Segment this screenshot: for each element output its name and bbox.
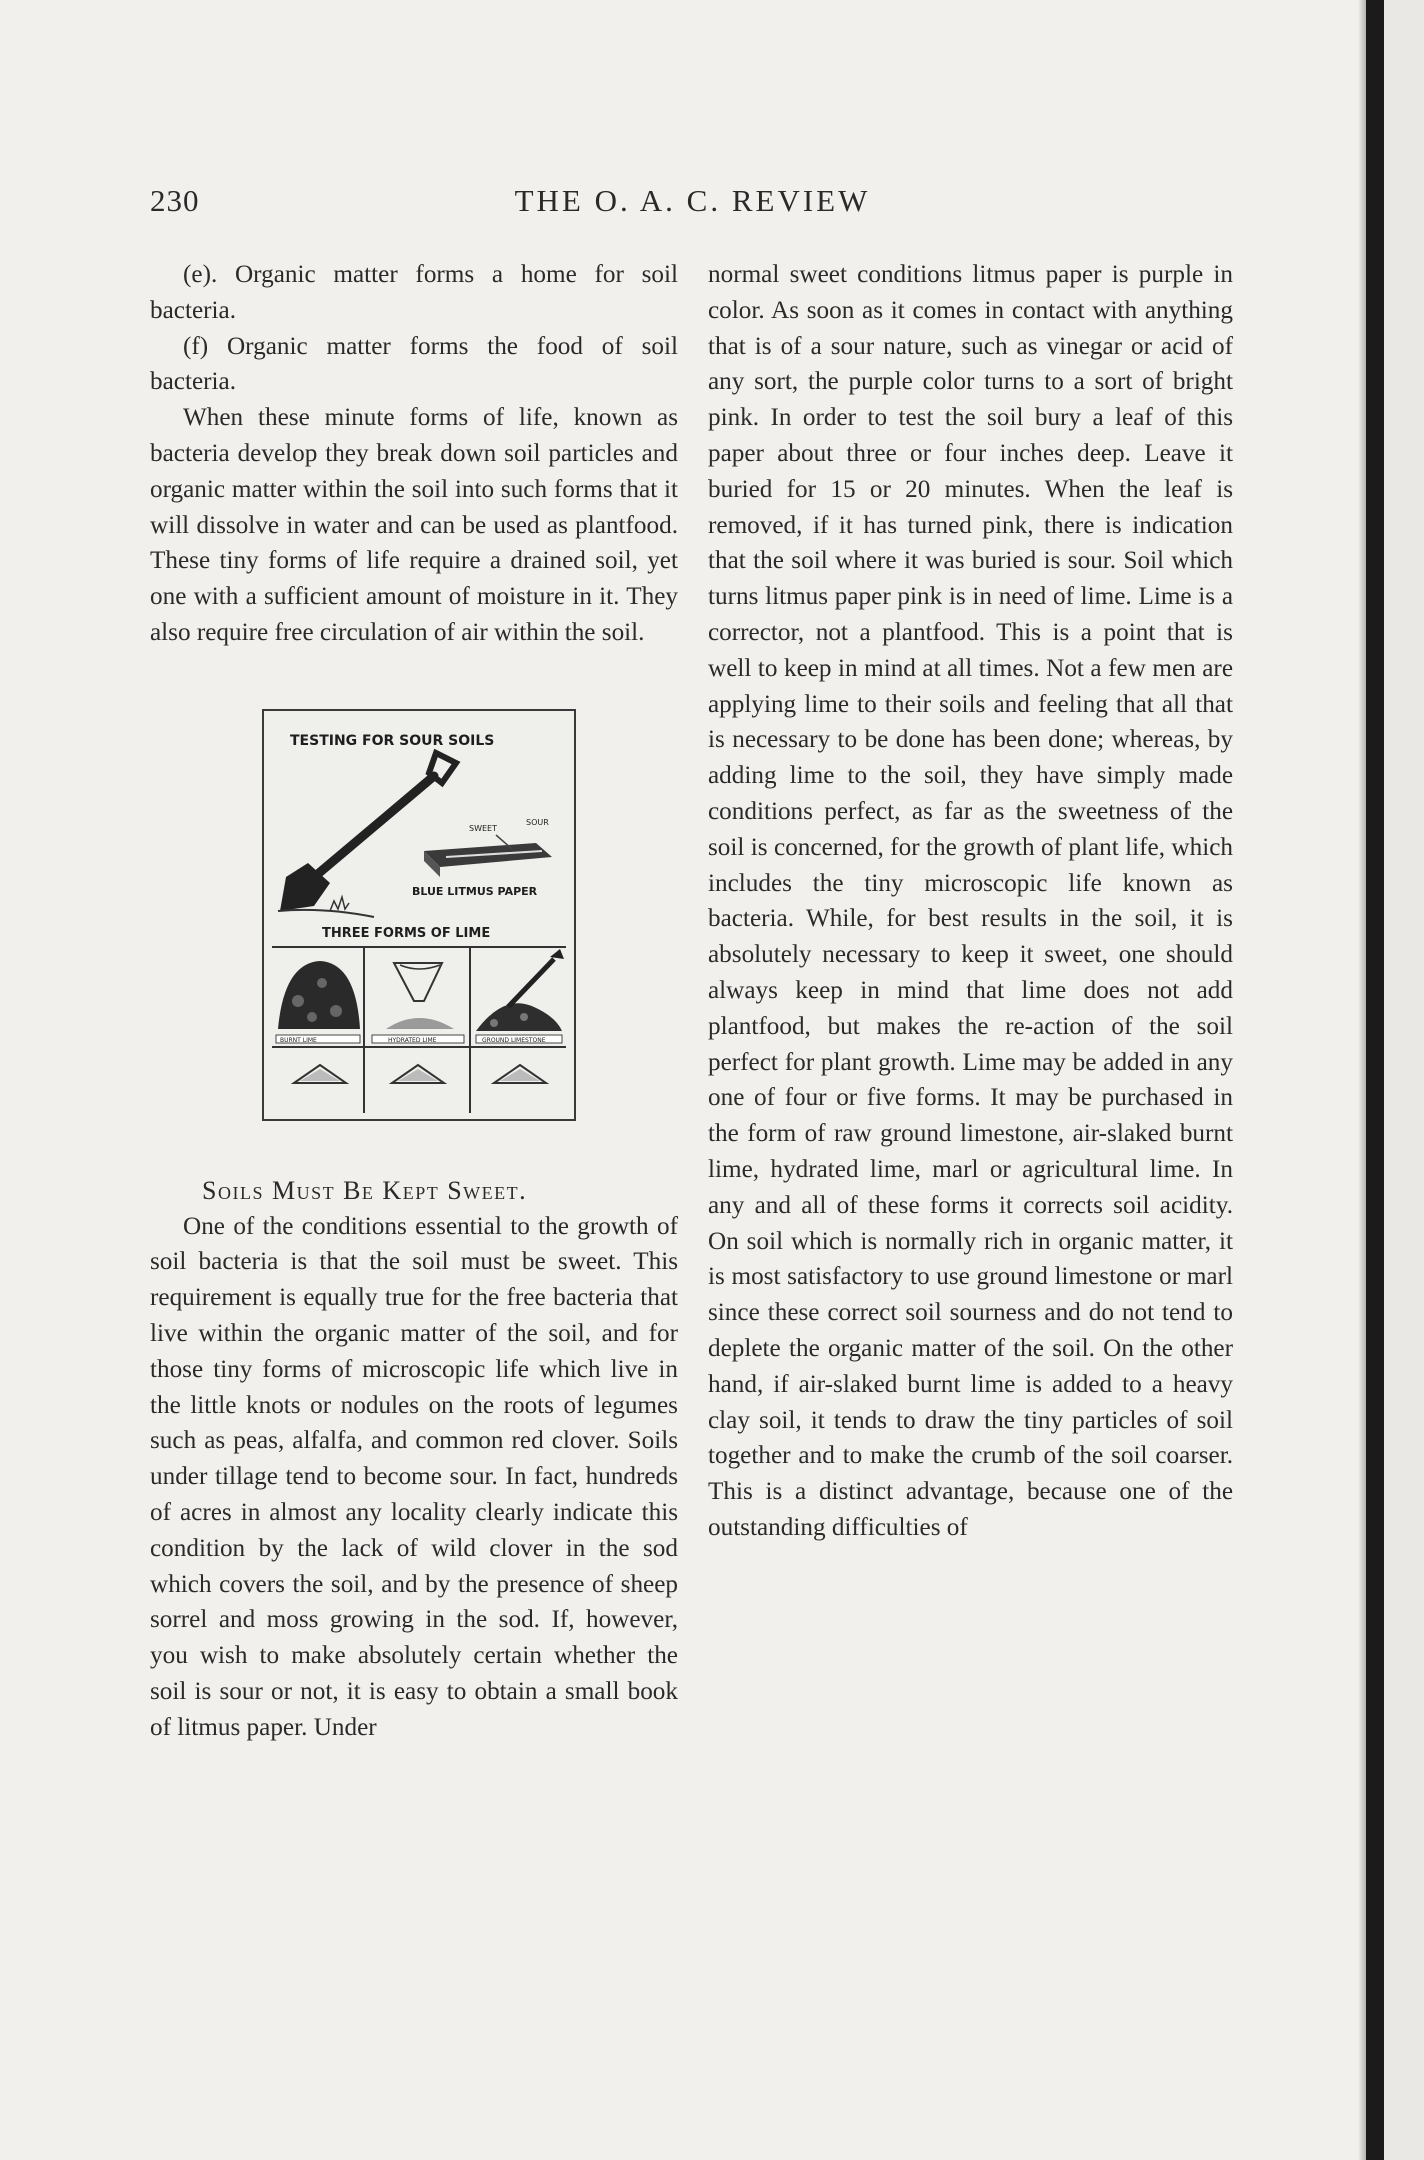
- ground-limestone-icon: [476, 949, 564, 1031]
- burnt-lime-label: BURNT LIME: [280, 1036, 317, 1044]
- illustration-drawing: [264, 711, 574, 1119]
- running-head: THE O. A. C. REVIEW: [514, 183, 871, 218]
- hydrated-lime-bag-icon: [386, 963, 454, 1029]
- hydrated-lime-label: HYDRATED LIME: [388, 1036, 437, 1044]
- paragraph-f: (f) Organic matter forms the food of soil bacteria.: [150, 332, 678, 396]
- paragraph-bacteria: When these minute forms of life, known as bacteria develop they break down soil particles and organic matter within the soil into such forms that it will dissolve in water and can be used as plantfood. These tiny forms of life require a drained soil, yet one with a sufficient amount of moisture in it. They also require free circulation of air within the soil.: [150, 404, 678, 646]
- section-heading: Soils Must Be Kept Sweet.: [202, 1175, 528, 1205]
- paragraph-litmus: normal sweet conditions litmus paper is purple in color. As soon as it comes in contact with anything that is of a sour nature, such as vinegar or acid of any sort, the purple color turns to a sort of bright pink. In order to test the soil bury a leaf of this paper about three or four inches deep. Leave it buried for 15 or 20 minutes. When the leaf is removed, if it has turned pink, there is indication that the soil where it was buried is sour. Soil which turns litmus paper pink is in need of lime. Lime is a corrector, not a plantfood. This is a point that is well to keep in mind at all times. Not a few men are applying lime to their soils and feeling that all that is necessary to be done has been done; whereas, by adding lime to the soil, they have simply made conditions perfect, as far as the sweetness of the soil is concerned, for the growth of plant life, which includes the tiny microscopic life known as bacteria. While, for best results in the soil, it is absolutely necessary to keep it sweet, one should always keep in mind that lime does not add plantfood, but makes the re-action of the soil perfect for plant growth. Lime may be added in any one of four or five forms. It may be purchased in the form of raw ground limestone, air-slaked burnt lime, hydrated lime, marl or agricultural lime. In any and all of these forms it corrects soil acidity. On soil which is normally rich in organic matter, it is most satisfactory to use ground limestone or marl since these correct soil sourness and do not tend to deplete the organic matter of the soil. On the other hand, if air-slaked burnt lime is added to a heavy clay soil, it tends to draw the tiny particles of soil together and to make the crumb of the soil coarser. This is a distinct advantage, because one of the outstanding difficulties of: [708, 261, 1233, 1541]
- page-header: [150, 183, 1235, 233]
- paragraph-soils-sweet: One of the conditions essential to the growth of soil bacteria is that the soil must be sweet. This requirement is equally true for the free bacteria that live within the organic matter of the soil, and for those tiny forms of microscopic life which live in the little knots or nodules on the roots of legumes such as peas, alfalfa, and common red clover. Soils under tillage tend to become sour. In fact, hundreds of acres in almost any locality clearly indicate this condition by the lack of wild clover in the sod which covers the soil, and by the presence of sheep sorrel and moss growing in the sod. If, however, you wish to make absolutely certain whether the soil is sour or not, it is easy to obtain a small book of litmus paper. Under: [150, 1212, 678, 1741]
- paragraph-e: (e). Organic matter forms a home for soil bacteria.: [150, 261, 678, 324]
- sour-label: SOUR: [526, 817, 549, 827]
- ground-limestone-label: GROUND LIMESTONE: [482, 1036, 546, 1044]
- left-column: [150, 257, 678, 1746]
- lime-testing-illustration: [262, 709, 576, 1121]
- lime-piles-icon: [294, 1065, 546, 1083]
- forms-title: THREE FORMS OF LIME: [322, 925, 491, 941]
- page-number: 230: [150, 183, 200, 218]
- litmus-label: BLUE LITMUS PAPER: [412, 884, 538, 898]
- page-edge: [1366, 0, 1424, 2160]
- right-column: [708, 257, 1233, 1546]
- sweet-label: SWEET: [469, 823, 497, 833]
- figure-title: TESTING FOR SOUR SOILS: [290, 732, 495, 749]
- burnt-lime-pile-icon: [278, 961, 360, 1029]
- litmus-paper-icon: [424, 835, 552, 877]
